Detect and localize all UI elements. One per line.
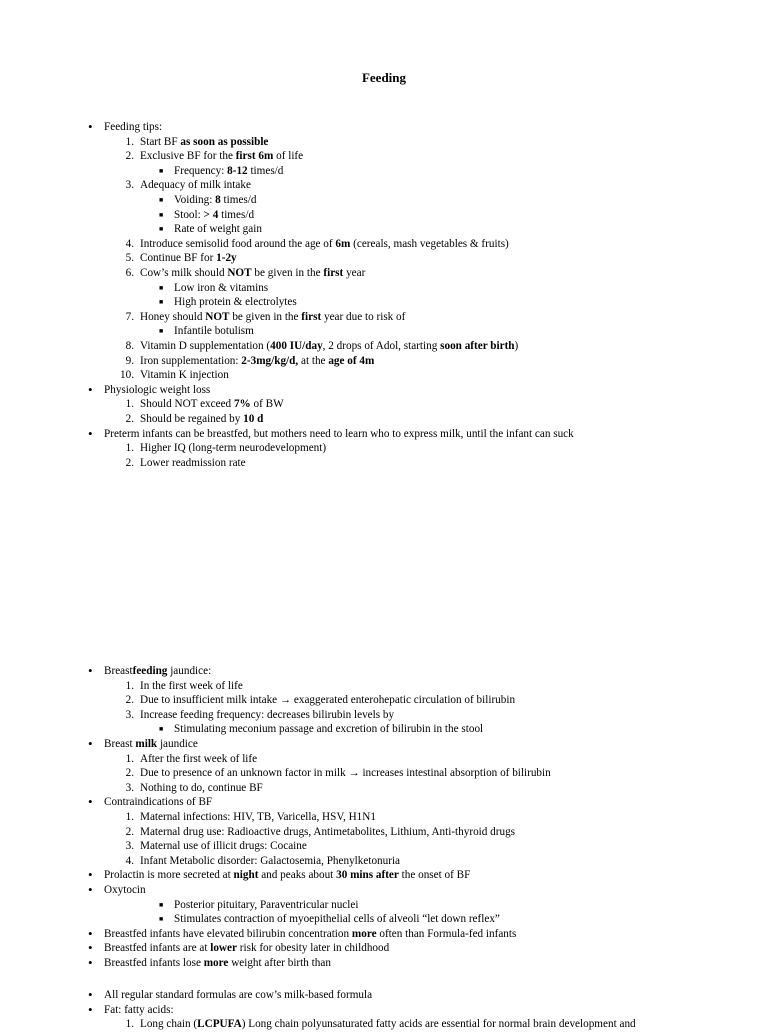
item-text [104,1003,174,1018]
item-text [140,441,326,456]
bullet-marker: ■ [159,196,164,204]
item-text [174,324,254,339]
item-text [140,1017,636,1032]
text-run: Nothing to do, continue BF [140,781,263,794]
text-run: times/d [220,194,257,206]
text-run: be given in the [229,310,302,323]
text-run: Higher IQ (long-term neurodevelopment) [140,442,327,455]
text-run: Preterm infants can be breastfed, but mothers need to learn who to express milk, until the infant can suck [104,427,574,440]
text-run: of life [273,150,304,163]
list-number: 1. [125,442,134,455]
text-run: Lower readmission rate [140,456,246,469]
item-text [140,339,518,354]
bullet-marker: ■ [159,283,164,292]
text-run: Vitamin D supplementation ( [140,340,271,352]
list-number: 2. [125,767,134,780]
item-text [140,251,237,266]
list-number: 4. [125,237,134,250]
bullet-marker: • [88,882,93,897]
bold-text: feeding [132,665,168,677]
item-text [174,208,254,223]
text-run: Feeding tips: [104,121,163,133]
item-text [104,868,470,883]
bold-text: NOT [227,267,252,279]
item-text [140,679,243,694]
item-text [104,795,212,810]
text-run: After the first week of life [140,752,258,765]
text-run: Breastfed infants are at [104,942,211,955]
list-number: 2. [125,150,134,163]
text-run: weight after birth than [228,957,331,969]
text-run: Breastfed infants have elevated bilirubin concentration [104,927,352,940]
bullet-marker: • [88,987,93,1002]
item-text [174,722,483,737]
list-number: 10. [120,369,134,382]
item-text [104,737,198,752]
item-text [104,664,211,679]
bullet-marker: • [88,381,93,397]
text-run: Cow’s milk should [140,267,228,279]
text-run: Breast [104,665,133,677]
bullet-marker: • [88,736,93,751]
item-text [140,354,374,369]
item-text [174,164,283,179]
item-text [140,149,303,164]
text-run: In the first week of life [140,679,243,692]
text-run: be given in the [251,267,324,279]
text-run: Start BF [140,135,181,148]
bullet-marker: ■ [159,725,164,734]
text-run: ) [514,340,519,352]
bullet-marker: ■ [159,210,164,219]
list-number: 3. [125,179,134,192]
item-text [104,941,389,956]
page-title: Feeding [361,70,407,85]
item-text [174,193,256,208]
bullet-marker: • [88,867,93,883]
text-run: Rate of weight gain [174,223,262,236]
text-run: Posterior pituitary, Paraventricular nuclei [174,898,359,911]
text-run: Stimulating meconium passage and excretion of bilirubin in the stool [174,723,484,736]
item-text [174,898,358,913]
text-run: Contraindications of BF [104,796,213,809]
item-text [140,752,257,767]
list-number: 8. [125,340,134,352]
text-run: Increase feeding frequency: decreases bilirubin levels by [140,708,395,721]
list-number: 2. [125,694,134,707]
text-run: times/d [218,208,255,221]
text-run: Breastfed infants lose [104,957,204,969]
text-run: Maternal use of illicit drugs: Cocaine [140,840,307,853]
item-text [140,781,263,796]
text-run: Due to presence of an unknown factor in milk → increases intestinal absorption of bilirubin [140,767,551,780]
bold-text: night [233,869,259,882]
text-run: and peaks about [258,869,337,882]
text-run: Iron supplementation: [140,354,242,367]
item-text [140,456,246,471]
item-text [140,854,400,869]
bold-text: soon after birth [440,340,515,352]
list-number: 1. [125,679,134,692]
bold-text: 7% [233,398,251,411]
list-number: 1. [125,811,134,823]
bullet-marker: • [88,663,93,678]
text-run: Should NOT exceed [140,398,234,411]
bold-text: more [203,957,229,969]
item-text [140,237,509,252]
list-number: 7. [125,310,134,323]
item-text [140,397,284,412]
list-number: 2. [125,456,134,469]
text-run: Continue BF for [140,252,217,265]
text-run: jaundice: [167,665,212,677]
text-run: Voiding: [174,194,216,206]
item-text [140,368,229,383]
item-text [104,427,574,442]
text-run: the onset of BF [398,869,471,882]
bullet-marker: • [88,119,93,134]
item-text [140,693,515,708]
text-run: Should be regained by [140,413,244,425]
bold-text: lower [210,942,237,955]
text-run: often than Formula-fed infants [376,927,517,940]
bold-text: as soon as possible [180,135,269,148]
bold-text: age of 4m [328,354,375,367]
text-run: High protein & electrolytes [174,296,297,309]
item-text [104,120,162,135]
list-number: 9. [125,354,134,367]
list-number: 3. [125,781,134,794]
item-text [140,766,551,781]
bullet-marker: ■ [159,915,164,924]
list-number: 6. [125,267,134,279]
bold-text: 10 d [243,413,264,425]
bullet-marker: • [88,955,93,970]
item-text [174,912,500,927]
item-text [140,135,268,150]
text-run: Fat: fatty acids: [104,1003,174,1016]
bold-text: first [301,310,322,323]
text-run: Prolactin is more secreted at [104,869,234,882]
item-text [140,412,263,427]
list-number: 4. [125,854,134,867]
bold-text: first [323,267,344,279]
bold-text: NOT [205,310,230,323]
bold-text: 400 IU/day [270,340,323,352]
text-run: Breast [104,738,136,750]
text-run: Vitamin K injection [140,369,229,382]
text-run: jaundice [157,738,198,750]
item-text [140,178,251,193]
text-run: (cereals, mash vegetables & fruits) [350,237,509,250]
text-run: Physiologic weight loss [104,383,211,396]
bold-text: first 6m [235,150,274,163]
text-run: All regular standard formulas are cow’s milk-based formula [104,989,373,1001]
list-number: 1. [125,398,134,411]
item-text [104,956,331,971]
bullet-marker: • [88,940,93,956]
bullet-marker: • [88,925,93,941]
item-text [140,810,376,825]
text-run: ) Long chain polyunsaturated fatty acids are essential for normal brain development and [241,1018,636,1031]
text-run: Long chain ( [140,1018,198,1031]
item-text [140,825,515,840]
text-run: of BW [250,398,284,411]
bold-text: 2-3mg/kg/d, [241,354,299,367]
bullet-marker: • [88,1001,93,1017]
bold-text: more [351,927,377,940]
text-run: Infant Metabolic disorder: Galactosemia, Phenylketonuria [140,854,401,867]
list-number: 1. [125,1018,134,1031]
bullet-marker: ■ [159,900,164,909]
bullet-marker: ■ [159,166,164,175]
text-run: Infantile botulism [174,325,254,338]
text-run: Adequacy of milk intake [140,179,251,192]
bullet-marker: ■ [159,298,164,307]
bold-text: 8-12 [227,164,248,177]
text-run: Introduce semisolid food around the age of [140,237,336,250]
text-run: Exclusive BF for the [140,150,236,163]
item-text [140,266,365,281]
text-run: Frequency: [174,164,228,177]
bold-text: milk [135,738,158,750]
bullet-marker: ■ [159,327,164,336]
text-run: , 2 drops of Adol, starting [322,340,441,352]
text-run: Honey should [140,310,206,323]
bold-text: 30 mins after [336,869,399,882]
text-run: Stool: [174,208,204,221]
text-run: Maternal drug use: Radioactive drugs, Antimetabolites, Lithium, Anti-thyroid drugs [140,825,516,838]
bullet-marker: ■ [159,225,164,234]
bold-text: 6m [335,237,351,250]
bullet-marker: • [88,425,93,441]
text-run: Oxytocin [104,884,146,896]
text-run: times/d [247,164,284,177]
text-run: Maternal infections: HIV, TB, Varicella, HSV, H1N1 [140,811,376,823]
item-text [140,839,307,854]
bold-text: LCPUFA [197,1018,242,1031]
text-run: Due to insufficient milk intake → exaggerated enterohepatic circulation of bilirubin [140,694,516,707]
list-number: 2. [125,413,134,425]
list-number: 3. [125,708,134,721]
list-number: 5. [125,252,134,265]
item-text [140,310,405,325]
item-text [174,295,297,310]
item-text [104,383,210,398]
item-text [104,927,516,942]
bold-text: 8 [215,194,221,206]
list-number: 1. [125,135,134,148]
text-run: Low iron & vitamins [174,281,269,294]
text-run: Stimulates contraction of myoepithelial cells of alveoli “let down reflex” [174,913,500,926]
item-text [174,222,262,237]
text-run: year due to risk of [321,310,406,323]
text-run: year [343,267,366,279]
item-text [140,708,394,723]
bold-text: 1-2y [216,252,237,265]
text-run: risk for obesity later in childhood [236,942,390,955]
list-number: 2. [125,825,134,838]
list-number: 3. [125,840,134,853]
text-run: at the [298,354,329,367]
list-number: 1. [125,752,134,765]
bullet-marker: • [88,794,93,810]
item-text [104,883,146,898]
bold-text: > 4 [203,208,219,221]
item-text [174,281,268,296]
item-text [104,988,372,1003]
